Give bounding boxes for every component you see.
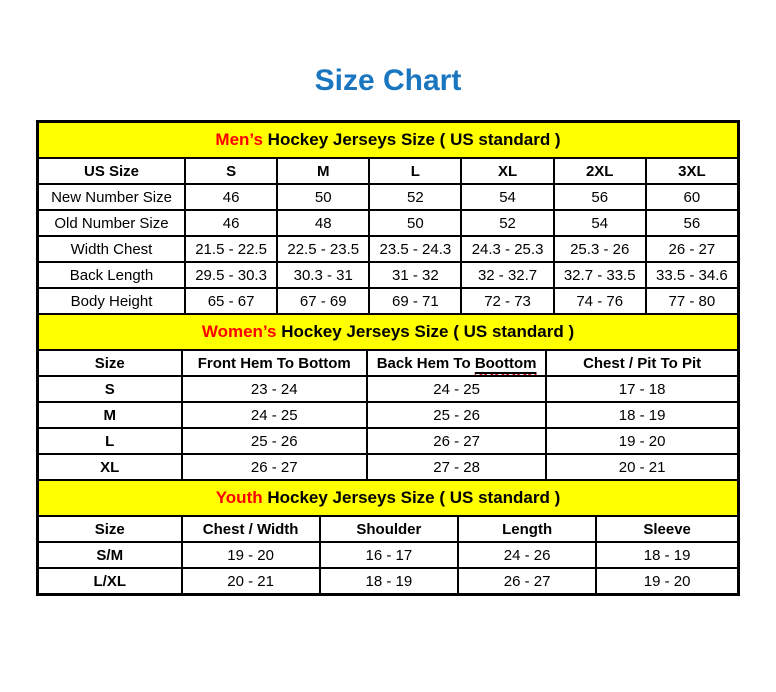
table-cell: 17 - 18 [546, 376, 738, 402]
table-row [38, 236, 738, 262]
table-cell: 60 [646, 184, 738, 210]
column-header: XL [461, 158, 553, 184]
table-cell: 20 - 21 [546, 454, 738, 480]
mens-header-text: Hockey Jerseys Size ( US standard ) [262, 130, 561, 149]
table-cell: 21.5 - 22.5 [185, 236, 277, 262]
table-row [38, 288, 738, 314]
table-cell: 24.3 - 25.3 [461, 236, 553, 262]
table-cell: 19 - 20 [182, 542, 320, 568]
table-row [38, 262, 738, 288]
column-header: M [277, 158, 369, 184]
row-label: Old Number Size [38, 210, 185, 236]
table-row [38, 376, 738, 402]
table-cell: 16 - 17 [320, 542, 458, 568]
table-cell: 56 [554, 184, 646, 210]
row-label: L [38, 428, 182, 454]
table-cell: 67 - 69 [277, 288, 369, 314]
table-row [38, 428, 738, 454]
youth-section-header-row [38, 480, 738, 516]
misspelled-word: Boottom [474, 354, 537, 372]
column-header: Chest / Width [182, 516, 320, 542]
table-cell: 29.5 - 30.3 [185, 262, 277, 288]
table-cell: 52 [461, 210, 553, 236]
spellcheck-squiggle [475, 355, 537, 372]
table-cell: 69 - 71 [369, 288, 461, 314]
table-cell: 46 [185, 184, 277, 210]
column-header: L [369, 158, 461, 184]
row-label: New Number Size [38, 184, 185, 210]
table-cell: 27 - 28 [367, 454, 546, 480]
table-cell: 18 - 19 [596, 542, 738, 568]
table-cell: 20 - 21 [182, 568, 320, 594]
youth-section-header [38, 480, 738, 516]
table-cell: 19 - 20 [546, 428, 738, 454]
column-header: Shoulder [320, 516, 458, 542]
womens-header-text: Hockey Jerseys Size ( US standard ) [276, 322, 575, 341]
table-cell: 25 - 26 [182, 428, 368, 454]
column-header: Chest / Pit To Pit [546, 350, 738, 376]
row-label: Back Length [38, 262, 185, 288]
youth-header-text: Hockey Jerseys Size ( US standard ) [262, 488, 561, 507]
column-header-back-hem [367, 350, 546, 376]
table-cell: 24 - 25 [182, 402, 368, 428]
table-cell: 18 - 19 [320, 568, 458, 594]
size-chart-tables [36, 120, 740, 596]
mens-section-header-row [38, 122, 738, 158]
column-header: US Size [38, 158, 185, 184]
table-cell: 54 [554, 210, 646, 236]
table-row [38, 568, 738, 594]
table-cell: 26 - 27 [182, 454, 368, 480]
table-cell: 25 - 26 [367, 402, 546, 428]
table-row [38, 210, 738, 236]
table-row [38, 454, 738, 480]
table-cell: 22.5 - 23.5 [277, 236, 369, 262]
column-header: Sleeve [596, 516, 738, 542]
table-cell: 50 [369, 210, 461, 236]
table-cell: 32.7 - 33.5 [554, 262, 646, 288]
womens-section-header-row [38, 314, 738, 350]
table-cell: 19 - 20 [596, 568, 738, 594]
table-cell: 18 - 19 [546, 402, 738, 428]
youth-column-header-row [38, 516, 738, 542]
table-cell: 46 [185, 210, 277, 236]
table-row [38, 542, 738, 568]
table-cell: 23 - 24 [182, 376, 368, 402]
table-cell: 48 [277, 210, 369, 236]
row-label: M [38, 402, 182, 428]
table-cell: 74 - 76 [554, 288, 646, 314]
column-header: Size [38, 350, 182, 376]
column-header: Front Hem To Bottom [182, 350, 368, 376]
table-cell: 25.3 - 26 [554, 236, 646, 262]
column-header: 3XL [646, 158, 738, 184]
table-cell: 24 - 25 [367, 376, 546, 402]
row-label: S [38, 376, 182, 402]
mens-accent-label: Men’s [215, 130, 263, 149]
back-hem-label-prefix: Back Hem To [376, 354, 471, 372]
column-header: Length [458, 516, 596, 542]
youth-size-table [37, 479, 739, 595]
row-label: Body Height [38, 288, 185, 314]
table-cell: 26 - 27 [367, 428, 546, 454]
table-cell: 26 - 27 [646, 236, 738, 262]
column-header: Size [38, 516, 182, 542]
table-cell: 56 [646, 210, 738, 236]
page-title: Size Chart [314, 64, 462, 97]
table-row [38, 184, 738, 210]
youth-accent-label: Youth [215, 488, 263, 507]
column-header: 2XL [554, 158, 646, 184]
womens-section-header [38, 314, 738, 350]
row-label: Width Chest [38, 236, 185, 262]
table-cell: 24 - 26 [458, 542, 596, 568]
table-cell: 72 - 73 [461, 288, 553, 314]
table-cell: 32 - 32.7 [461, 262, 553, 288]
table-cell: 26 - 27 [458, 568, 596, 594]
womens-size-table [37, 313, 739, 481]
table-cell: 23.5 - 24.3 [369, 236, 461, 262]
row-label: XL [38, 454, 182, 480]
mens-column-header-row [38, 158, 738, 184]
mens-section-header [38, 122, 738, 158]
table-cell: 33.5 - 34.6 [646, 262, 738, 288]
table-cell: 65 - 67 [185, 288, 277, 314]
row-label: L/XL [38, 568, 182, 594]
table-cell: 52 [369, 184, 461, 210]
table-row [38, 402, 738, 428]
table-cell: 50 [277, 184, 369, 210]
column-header: S [185, 158, 277, 184]
table-cell: 30.3 - 31 [277, 262, 369, 288]
table-cell: 54 [461, 184, 553, 210]
row-label: S/M [38, 542, 182, 568]
mens-size-table [37, 121, 739, 315]
womens-column-header-row [38, 350, 738, 376]
table-cell: 31 - 32 [369, 262, 461, 288]
womens-accent-label: Women’s [201, 322, 277, 341]
table-cell: 77 - 80 [646, 288, 738, 314]
